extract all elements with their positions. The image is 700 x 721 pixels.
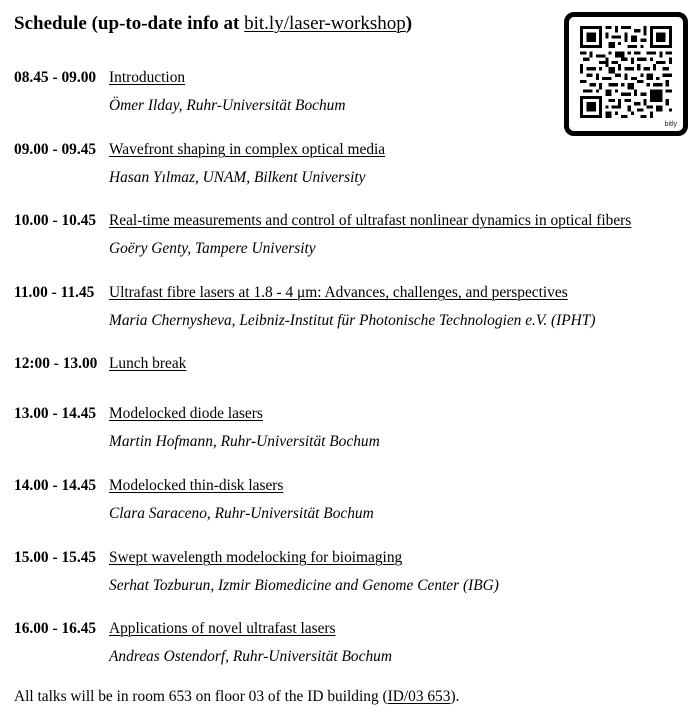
qr-code-icon [580, 26, 672, 118]
session-time: 16.00 - 16.45 [14, 620, 97, 637]
session-time: 15.00 - 15.45 [14, 549, 97, 566]
session-title-link[interactable]: Modelocked thin-disk lasers [109, 477, 284, 494]
session-speaker: Ömer Ilday, Ruhr-Universität Bochum [109, 97, 346, 114]
session-time: 10.00 - 10.45 [14, 212, 97, 229]
session-speaker: Goëry Genty, Tampere University [109, 240, 316, 257]
session-title-link[interactable]: Ultrafast fibre lasers at 1.8 - 4 μm: Advances, challenges, and perspectives [109, 284, 568, 301]
session-title-link[interactable]: Applications of novel ultrafast lasers [109, 620, 336, 637]
workshop-link[interactable]: bit.ly/laser-workshop [244, 13, 406, 34]
session-speaker: Maria Chernysheva, Leibniz-Institut für Photonische Technologien e.V. (IPHT) [109, 312, 596, 329]
room-link[interactable]: ID/03 653 [387, 688, 451, 705]
session-time: 13.00 - 14.45 [14, 405, 97, 422]
room-info [14, 688, 459, 706]
session-speaker: Clara Saraceno, Ruhr-Universität Bochum [109, 505, 374, 522]
room-info-prefix: All talks will be in room 653 on floor 03 of the ID building ( [14, 688, 388, 705]
session-time: 14.00 - 14.45 [14, 477, 97, 494]
qr-code[interactable] [564, 12, 688, 136]
session-speaker: Martin Hofmann, Ruhr-Universität Bochum [109, 433, 380, 450]
session-title-link[interactable]: Real-time measurements and control of ultrafast nonlinear dynamics in optical fibers [109, 212, 632, 229]
session-time: 11.00 - 11.45 [14, 284, 95, 301]
session-time: 12:00 - 13.00 [14, 355, 98, 372]
page-title [14, 13, 412, 35]
session-time: 08.45 - 09.00 [14, 69, 97, 86]
session-speaker: Hasan Yılmaz, UNAM, Bilkent University [109, 169, 366, 186]
session-title-link[interactable]: Modelocked diode lasers [109, 405, 263, 422]
session-title-link[interactable]: Swept wavelength modelocking for bioimaging [109, 549, 403, 566]
session-title-link[interactable]: Introduction [109, 69, 186, 86]
session-time: 09.00 - 09.45 [14, 141, 97, 158]
session-speaker: Andreas Ostendorf, Ruhr-Universität Bochum [109, 648, 392, 665]
session-title-link[interactable]: Lunch break [109, 355, 187, 372]
session-title-link[interactable]: Wavefront shaping in complex optical media [109, 141, 386, 158]
title-suffix: ) [405, 13, 413, 34]
room-info-suffix: ). [450, 688, 460, 705]
session-speaker: Serhat Tozburun, Izmir Biomedicine and Genome Center (IBG) [109, 577, 499, 594]
bitly-logo: bitly [664, 121, 677, 128]
title-prefix: Schedule (up-to-date info at [14, 13, 245, 34]
